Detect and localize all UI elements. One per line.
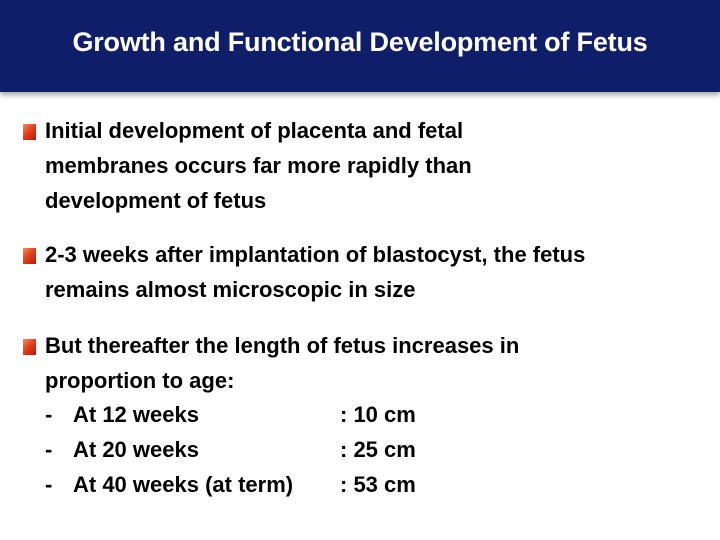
square-bullet-icon — [23, 248, 36, 264]
length-value: : 10 cm — [340, 402, 416, 427]
title-bar — [0, 0, 720, 92]
bullet-line: Initial development of placenta and fetal — [45, 118, 464, 143]
slide-title: Growth and Functional Development of Fetus — [72, 27, 648, 57]
bullet-item-implantation — [23, 243, 703, 307]
length-value: : 25 cm — [340, 437, 416, 462]
square-bullet-icon — [23, 124, 36, 140]
dash-marker: - — [45, 472, 53, 497]
bullet-line: But thereafter the length of fetus increases in — [45, 333, 520, 358]
bullet-item-placenta — [23, 119, 703, 218]
bullet-line: development of fetus — [45, 188, 267, 213]
bullet-line: 2-3 weeks after implantation of blastocyst, the fetus — [45, 242, 586, 267]
week-label: At 20 weeks — [73, 437, 199, 462]
bullet-text — [45, 328, 703, 398]
bullet-text — [45, 237, 703, 307]
bullet-item-growth — [23, 334, 703, 398]
dash-marker: - — [45, 402, 53, 427]
bullet-line: remains almost microscopic in size — [45, 277, 416, 302]
square-bullet-icon — [23, 339, 36, 355]
bullet-text — [45, 113, 703, 218]
week-label: At 40 weeks (at term) — [73, 472, 294, 497]
length-value: : 53 cm — [340, 472, 416, 497]
dash-marker: - — [45, 437, 53, 462]
bullet-line: membranes occurs far more rapidly than — [45, 153, 472, 178]
bullet-line: proportion to age: — [45, 368, 235, 393]
week-label: At 12 weeks — [73, 402, 199, 427]
